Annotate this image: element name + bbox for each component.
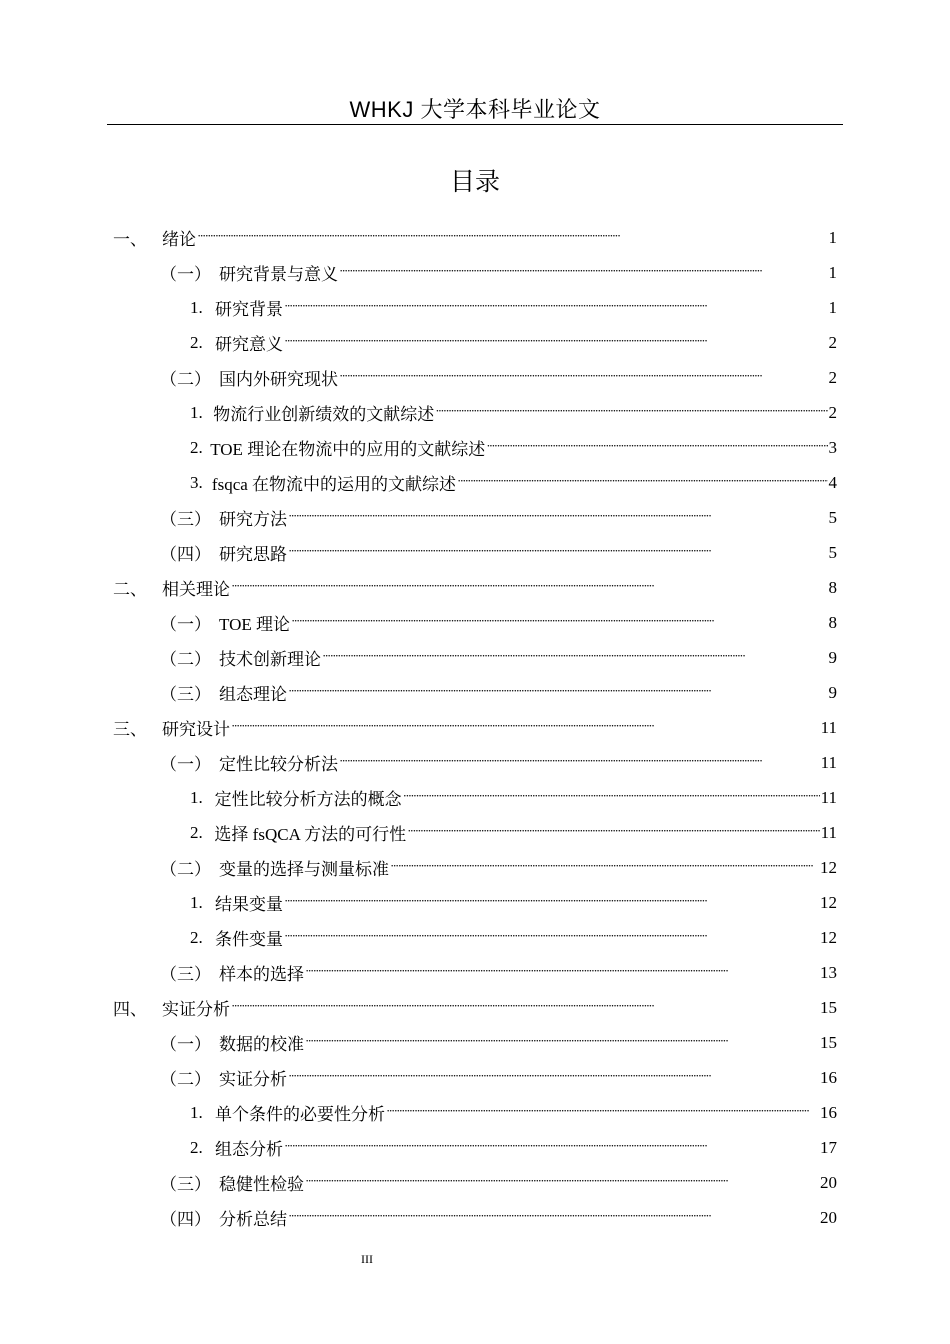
- toc-entry[interactable]: [113, 360, 837, 395]
- toc-page: 13: [820, 962, 837, 982]
- toc-entry[interactable]: [113, 500, 837, 535]
- toc-marker: （二）: [160, 1070, 211, 1089]
- toc-text: 研究思路: [219, 545, 287, 564]
- toc-page: 8: [828, 577, 837, 597]
- toc-entry[interactable]: [113, 955, 837, 990]
- toc-leader: [305, 961, 819, 981]
- toc-leader: [486, 436, 827, 456]
- toc-leader: [284, 1136, 819, 1156]
- toc-marker: 2.: [190, 1137, 203, 1157]
- toc-marker: 2.: [190, 437, 203, 457]
- toc-marker: 2.: [190, 332, 203, 352]
- toc-leader: [197, 226, 828, 246]
- toc-leader: [288, 1066, 819, 1086]
- toc-page: 15: [820, 997, 837, 1017]
- toc-marker: （二）: [160, 650, 211, 669]
- toc-entry[interactable]: [113, 1200, 837, 1235]
- toc-page: 2: [828, 367, 837, 387]
- toc-marker: （三）: [160, 685, 211, 704]
- toc-marker: （四）: [160, 545, 211, 564]
- toc-text: 选择 fsQCA 方法的可行性: [214, 825, 407, 844]
- toc-marker: 2.: [190, 927, 203, 947]
- toc-text: 相关理论: [162, 580, 230, 599]
- toc-marker: 1.: [190, 787, 203, 807]
- toc-entry[interactable]: [113, 290, 837, 325]
- toc-leader: [322, 646, 828, 666]
- toc-entry[interactable]: [113, 990, 837, 1025]
- table-of-contents: [113, 220, 837, 1235]
- toc-text: 结果变量: [215, 895, 283, 914]
- toc-leader: [284, 891, 819, 911]
- toc-leader: [284, 331, 828, 351]
- toc-page: 1: [828, 262, 837, 282]
- toc-marker: （二）: [160, 860, 211, 879]
- toc-entry[interactable]: [113, 220, 837, 255]
- header-rule: [107, 124, 843, 125]
- toc-page: 20: [820, 1207, 837, 1227]
- toc-text: 国内外研究现状: [219, 370, 338, 389]
- toc-entry[interactable]: [113, 745, 837, 780]
- toc-marker: （一）: [160, 615, 211, 634]
- toc-entry[interactable]: [113, 675, 837, 710]
- toc-page: 12: [820, 857, 837, 877]
- toc-text: 定性比较分析法: [219, 755, 338, 774]
- toc-leader: [291, 611, 828, 631]
- toc-text: 组态分析: [215, 1140, 283, 1159]
- toc-text: 组态理论: [219, 685, 287, 704]
- toc-entry[interactable]: [113, 430, 837, 465]
- toc-entry[interactable]: [113, 850, 837, 885]
- toc-leader: [305, 1031, 819, 1051]
- toc-leader: [305, 1171, 819, 1191]
- toc-text: 样本的选择: [219, 965, 304, 984]
- toc-entry[interactable]: [113, 1095, 837, 1130]
- toc-text: 物流行业创新绩效的文献综述: [213, 405, 435, 424]
- toc-page: 2: [828, 332, 837, 352]
- toc-leader: [407, 821, 819, 841]
- toc-entry[interactable]: [113, 885, 837, 920]
- toc-title: 目录: [449, 167, 500, 196]
- toc-leader: [339, 366, 828, 386]
- toc-leader: [386, 1101, 819, 1121]
- toc-leader: [403, 786, 820, 806]
- toc-page: 16: [820, 1102, 837, 1122]
- toc-leader: [390, 856, 819, 876]
- toc-leader: [288, 506, 828, 526]
- toc-marker: 1.: [190, 402, 203, 422]
- toc-text: 分析总结: [219, 1210, 287, 1229]
- toc-leader: [339, 261, 828, 281]
- toc-entry[interactable]: [113, 570, 837, 605]
- toc-marker: 一、: [113, 230, 147, 249]
- toc-page: 11: [820, 787, 837, 807]
- toc-marker: （一）: [160, 265, 211, 284]
- toc-leader: [284, 926, 819, 946]
- toc-marker: （一）: [160, 1035, 211, 1054]
- toc-page: 1: [828, 227, 837, 247]
- toc-page: 4: [828, 472, 837, 492]
- toc-page: 20: [820, 1172, 837, 1192]
- toc-leader: [435, 401, 827, 421]
- toc-marker: （三）: [160, 510, 211, 529]
- toc-marker: 四、: [113, 1000, 147, 1019]
- toc-marker: （四）: [160, 1210, 211, 1229]
- toc-page: 9: [828, 682, 837, 702]
- toc-entry[interactable]: [113, 920, 837, 955]
- toc-page: 5: [828, 542, 837, 562]
- toc-page: 17: [820, 1137, 837, 1157]
- toc-marker: （三）: [160, 1175, 211, 1194]
- toc-entry[interactable]: [113, 1060, 837, 1095]
- toc-marker: 1.: [190, 297, 203, 317]
- toc-page: 9: [828, 647, 837, 667]
- toc-marker: 2.: [190, 822, 203, 842]
- toc-entry[interactable]: [113, 465, 837, 500]
- toc-leader: [339, 751, 820, 771]
- header-title: WHKJ 大学本科毕业论文: [349, 97, 601, 122]
- toc-entry[interactable]: [113, 255, 837, 290]
- toc-text: 研究方法: [219, 510, 287, 529]
- toc-leader: [457, 471, 827, 491]
- toc-text: 稳健性检验: [219, 1175, 304, 1194]
- toc-marker: 1.: [190, 892, 203, 912]
- toc-text: TOE 理论在物流中的应用的文献综述: [210, 440, 486, 459]
- toc-entry[interactable]: [113, 640, 837, 675]
- toc-page: 2: [828, 402, 837, 422]
- toc-text: 研究背景与意义: [219, 265, 338, 284]
- toc-page: 11: [820, 752, 837, 772]
- toc-leader: [284, 296, 828, 316]
- toc-entry[interactable]: [113, 1025, 837, 1060]
- toc-leader: [231, 716, 820, 736]
- toc-page: 12: [820, 892, 837, 912]
- page-number: III: [361, 1252, 373, 1266]
- toc-leader: [288, 541, 828, 561]
- toc-page: 8: [828, 612, 837, 632]
- toc-page: 3: [828, 437, 837, 457]
- toc-page: 15: [820, 1032, 837, 1052]
- toc-leader: [288, 681, 828, 701]
- toc-marker: （一）: [160, 755, 211, 774]
- toc-entry[interactable]: [113, 1130, 837, 1165]
- toc-marker: 三、: [113, 720, 147, 739]
- toc-text: 定性比较分析方法的概念: [214, 790, 402, 809]
- toc-text: 变量的选择与测量标准: [219, 860, 389, 879]
- toc-entry[interactable]: [113, 325, 837, 360]
- toc-text: 实证分析: [162, 1000, 230, 1019]
- toc-page: 12: [820, 927, 837, 947]
- toc-entry[interactable]: [113, 710, 837, 745]
- toc-text: 研究设计: [162, 720, 230, 739]
- toc-page: 11: [820, 717, 837, 737]
- toc-text: TOE 理论: [219, 615, 290, 634]
- toc-page: 1: [828, 297, 837, 317]
- toc-entry[interactable]: [113, 605, 837, 640]
- toc-marker: （三）: [160, 965, 211, 984]
- toc-leader: [231, 996, 819, 1016]
- toc-page: 5: [828, 507, 837, 527]
- toc-text: fsqca 在物流中的运用的文献综述: [211, 475, 457, 494]
- toc-marker: 1.: [190, 1102, 203, 1122]
- toc-text: 条件变量: [215, 930, 283, 949]
- toc-entry[interactable]: [113, 1165, 837, 1200]
- toc-text: 研究意义: [215, 335, 283, 354]
- toc-marker: （二）: [160, 370, 211, 389]
- toc-text: 实证分析: [219, 1070, 287, 1089]
- running-header: [107, 93, 843, 125]
- toc-marker: 3.: [190, 472, 203, 492]
- toc-text: 研究背景: [215, 300, 283, 319]
- toc-text: 数据的校准: [219, 1035, 304, 1054]
- toc-page: 11: [820, 822, 837, 842]
- toc-entry[interactable]: [113, 780, 837, 815]
- toc-page: 16: [820, 1067, 837, 1087]
- toc-text: 技术创新理论: [219, 650, 321, 669]
- toc-entry[interactable]: [113, 815, 837, 850]
- toc-entry[interactable]: [113, 395, 837, 430]
- toc-text: 单个条件的必要性分析: [215, 1105, 385, 1124]
- toc-entry[interactable]: [113, 535, 837, 570]
- toc-text: 绪论: [162, 230, 196, 249]
- toc-leader: [288, 1206, 819, 1226]
- toc-leader: [231, 576, 828, 596]
- toc-marker: 二、: [113, 580, 147, 599]
